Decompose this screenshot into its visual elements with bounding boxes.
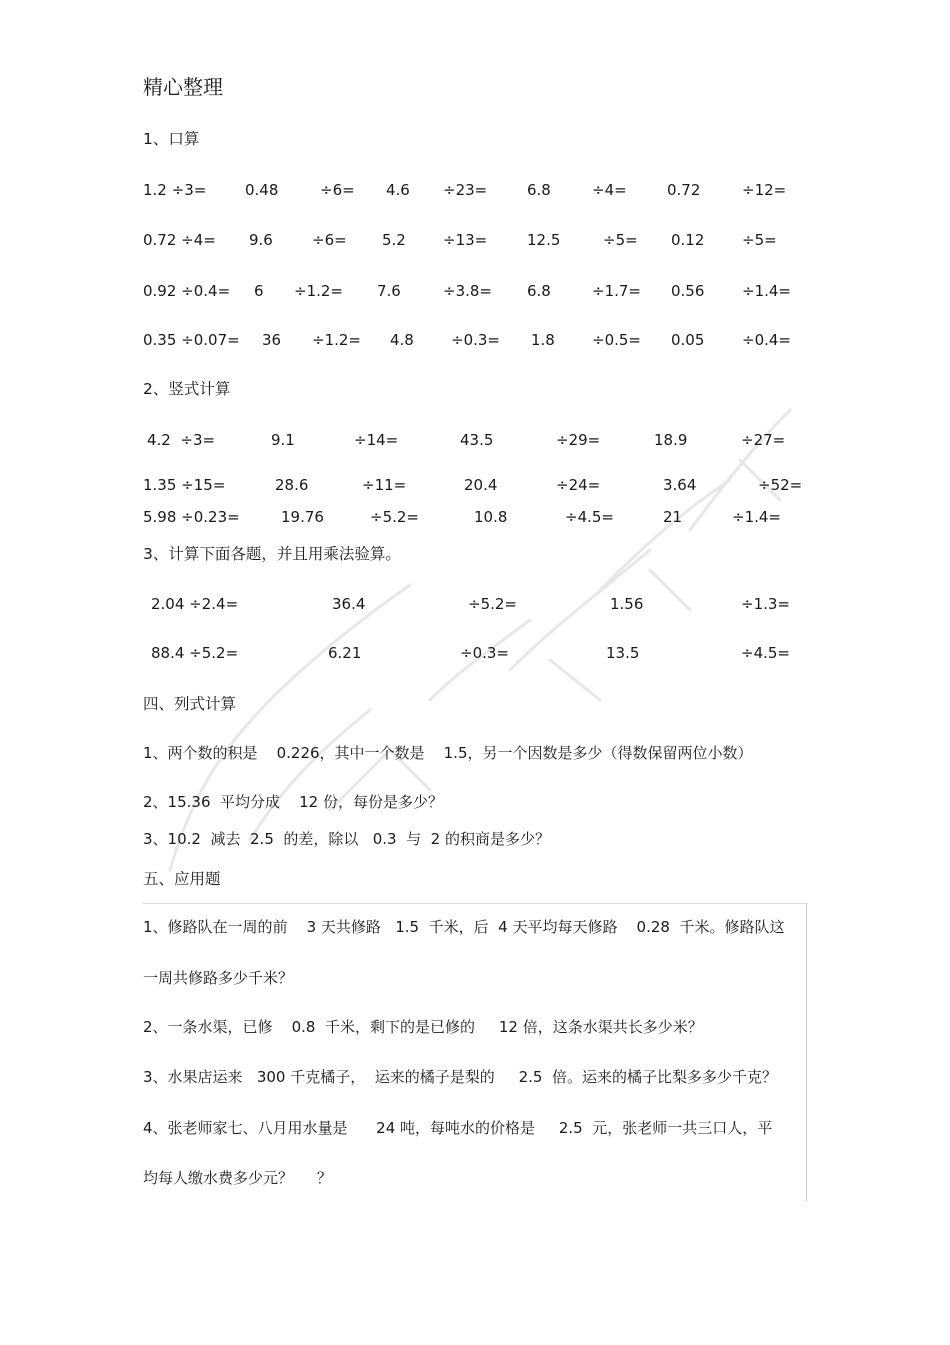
s3-r2-c3: ÷0.3= <box>460 644 509 662</box>
s1-r2-c7: ÷5= <box>603 231 638 249</box>
s2-r1-c4: 43.5 <box>460 431 494 449</box>
s2-r3-c4: 10.8 <box>474 508 508 526</box>
s1-r1-c3: ÷6= <box>320 181 355 199</box>
section-heading: 2、竖式计算 <box>143 380 231 398</box>
s1-r1-c1: 1.2 ÷3= <box>143 181 207 199</box>
s1-r3-c7: ÷1.7= <box>592 282 641 300</box>
s1-r3-c6: 6.8 <box>527 282 551 300</box>
s2-r2-c4: 20.4 <box>464 476 498 494</box>
s3-r2-c2: 6.21 <box>328 644 362 662</box>
s3-r2-c5: ÷4.5= <box>741 644 790 662</box>
s1-r1-c8: 0.72 <box>667 181 701 199</box>
s1-r3-c4: 7.6 <box>377 282 401 300</box>
s1-r1-c9: ÷12= <box>742 181 787 199</box>
s1-r1-c6: 6.8 <box>527 181 551 199</box>
s1-r1-c2: 0.48 <box>245 181 279 199</box>
s1-r3-c3: ÷1.2= <box>294 282 343 300</box>
s2-r1-c3: ÷14= <box>354 431 399 449</box>
problem-text: 一周共修路多少千米？ <box>143 969 294 987</box>
s1-r4-c6: 1.8 <box>531 331 555 349</box>
frame-border-top <box>143 903 806 904</box>
s1-r1-c4: 4.6 <box>386 181 410 199</box>
s2-r3-c7: ÷1.4= <box>732 508 781 526</box>
s2-r2-c7: ÷52= <box>758 476 803 494</box>
s2-r3-c6: 21 <box>663 508 683 526</box>
s1-r4-c8: 0.05 <box>671 331 705 349</box>
s3-r2-c4: 13.5 <box>606 644 640 662</box>
s2-r1-c2: 9.1 <box>271 431 295 449</box>
s3-r1-c4: 1.56 <box>610 595 644 613</box>
s2-r1-c1: 4.2 ÷3= <box>147 431 216 449</box>
s1-r4-c4: 4.8 <box>390 331 414 349</box>
section-heading: 五、应用题 <box>143 870 221 888</box>
s1-r2-c1: 0.72 ÷4= <box>143 231 216 249</box>
frame-border-right <box>806 903 807 1201</box>
s1-r1-c5: ÷23= <box>443 181 488 199</box>
page-title: 精心整理 <box>143 75 223 99</box>
problem-text: 3、10.2 减去 2.5 的差，除以 0.3 与 2 的积商是多少？ <box>143 830 550 848</box>
problem-text: 1、两个数的积是 0.226，其中一个数是 1.5，另一个因数是多少（得数保留两位小数） <box>143 744 753 762</box>
section-heading: 1、口算 <box>143 130 200 148</box>
s1-r4-c7: ÷0.5= <box>592 331 641 349</box>
s3-r1-c5: ÷1.3= <box>741 595 790 613</box>
s3-r1-c1: 2.04 ÷2.4= <box>151 595 239 613</box>
s1-r4-c9: ÷0.4= <box>742 331 791 349</box>
section-heading: 四、列式计算 <box>143 695 237 713</box>
s1-r2-c2: 9.6 <box>249 231 273 249</box>
problem-text: 2、一条水渠，已修 0.8 千米，剩下的是已修的 12 倍，这条水渠共长多少米？ <box>143 1018 703 1036</box>
s2-r2-c5: ÷24= <box>556 476 601 494</box>
s1-r3-c5: ÷3.8= <box>443 282 492 300</box>
s1-r2-c6: 12.5 <box>527 231 561 249</box>
problem-text: 2、15.36 平均分成 12 份，每份是多少？ <box>143 793 443 811</box>
s1-r3-c1: 0.92 ÷0.4= <box>143 282 231 300</box>
s1-r1-c7: ÷4= <box>592 181 627 199</box>
s2-r3-c2: 19.76 <box>281 508 324 526</box>
problem-text: 4、张老师家七、八月用水量是 24 吨，每吨水的价格是 2.5 元，张老师一共三口人，平 <box>143 1119 773 1137</box>
s1-r3-c2: 6 <box>254 282 264 300</box>
s2-r1-c5: ÷29= <box>556 431 601 449</box>
s1-r4-c5: ÷0.3= <box>451 331 500 349</box>
s1-r2-c3: ÷6= <box>312 231 347 249</box>
s2-r1-c6: 18.9 <box>654 431 688 449</box>
s1-r2-c5: ÷13= <box>443 231 488 249</box>
s1-r2-c8: 0.12 <box>671 231 705 249</box>
s3-r1-c2: 36.4 <box>332 595 366 613</box>
problem-text: 1、修路队在一周的前 3 天共修路 1.5 千米，后 4 天平均每天修路 0.28 千米。修路队这 <box>143 918 785 936</box>
s1-r4-c1: 0.35 ÷0.07= <box>143 331 240 349</box>
section-heading: 3、计算下面各题，并且用乘法验算。 <box>143 545 401 563</box>
s1-r3-c9: ÷1.4= <box>742 282 791 300</box>
s1-r2-c4: 5.2 <box>382 231 406 249</box>
problem-text: 均每人缴水费多少元？ ？ <box>143 1169 332 1187</box>
s2-r3-c1: 5.98 ÷0.23= <box>143 508 240 526</box>
s3-r2-c1: 88.4 ÷5.2= <box>151 644 239 662</box>
s2-r3-c5: ÷4.5= <box>565 508 614 526</box>
s2-r2-c1: 1.35 ÷15= <box>143 476 226 494</box>
problem-text: 3、水果店运来 300 千克橘子， 运来的橘子是梨的 2.5 倍。运来的橘子比梨多多少千克？ <box>143 1068 778 1086</box>
s2-r2-c6: 3.64 <box>663 476 697 494</box>
s2-r2-c2: 28.6 <box>275 476 309 494</box>
s1-r4-c2: 36 <box>262 331 282 349</box>
s3-r1-c3: ÷5.2= <box>468 595 517 613</box>
s2-r3-c3: ÷5.2= <box>370 508 419 526</box>
s2-r2-c3: ÷11= <box>362 476 407 494</box>
s1-r4-c3: ÷1.2= <box>312 331 361 349</box>
s1-r2-c9: ÷5= <box>742 231 777 249</box>
s1-r3-c8: 0.56 <box>671 282 705 300</box>
s2-r1-c7: ÷27= <box>741 431 786 449</box>
